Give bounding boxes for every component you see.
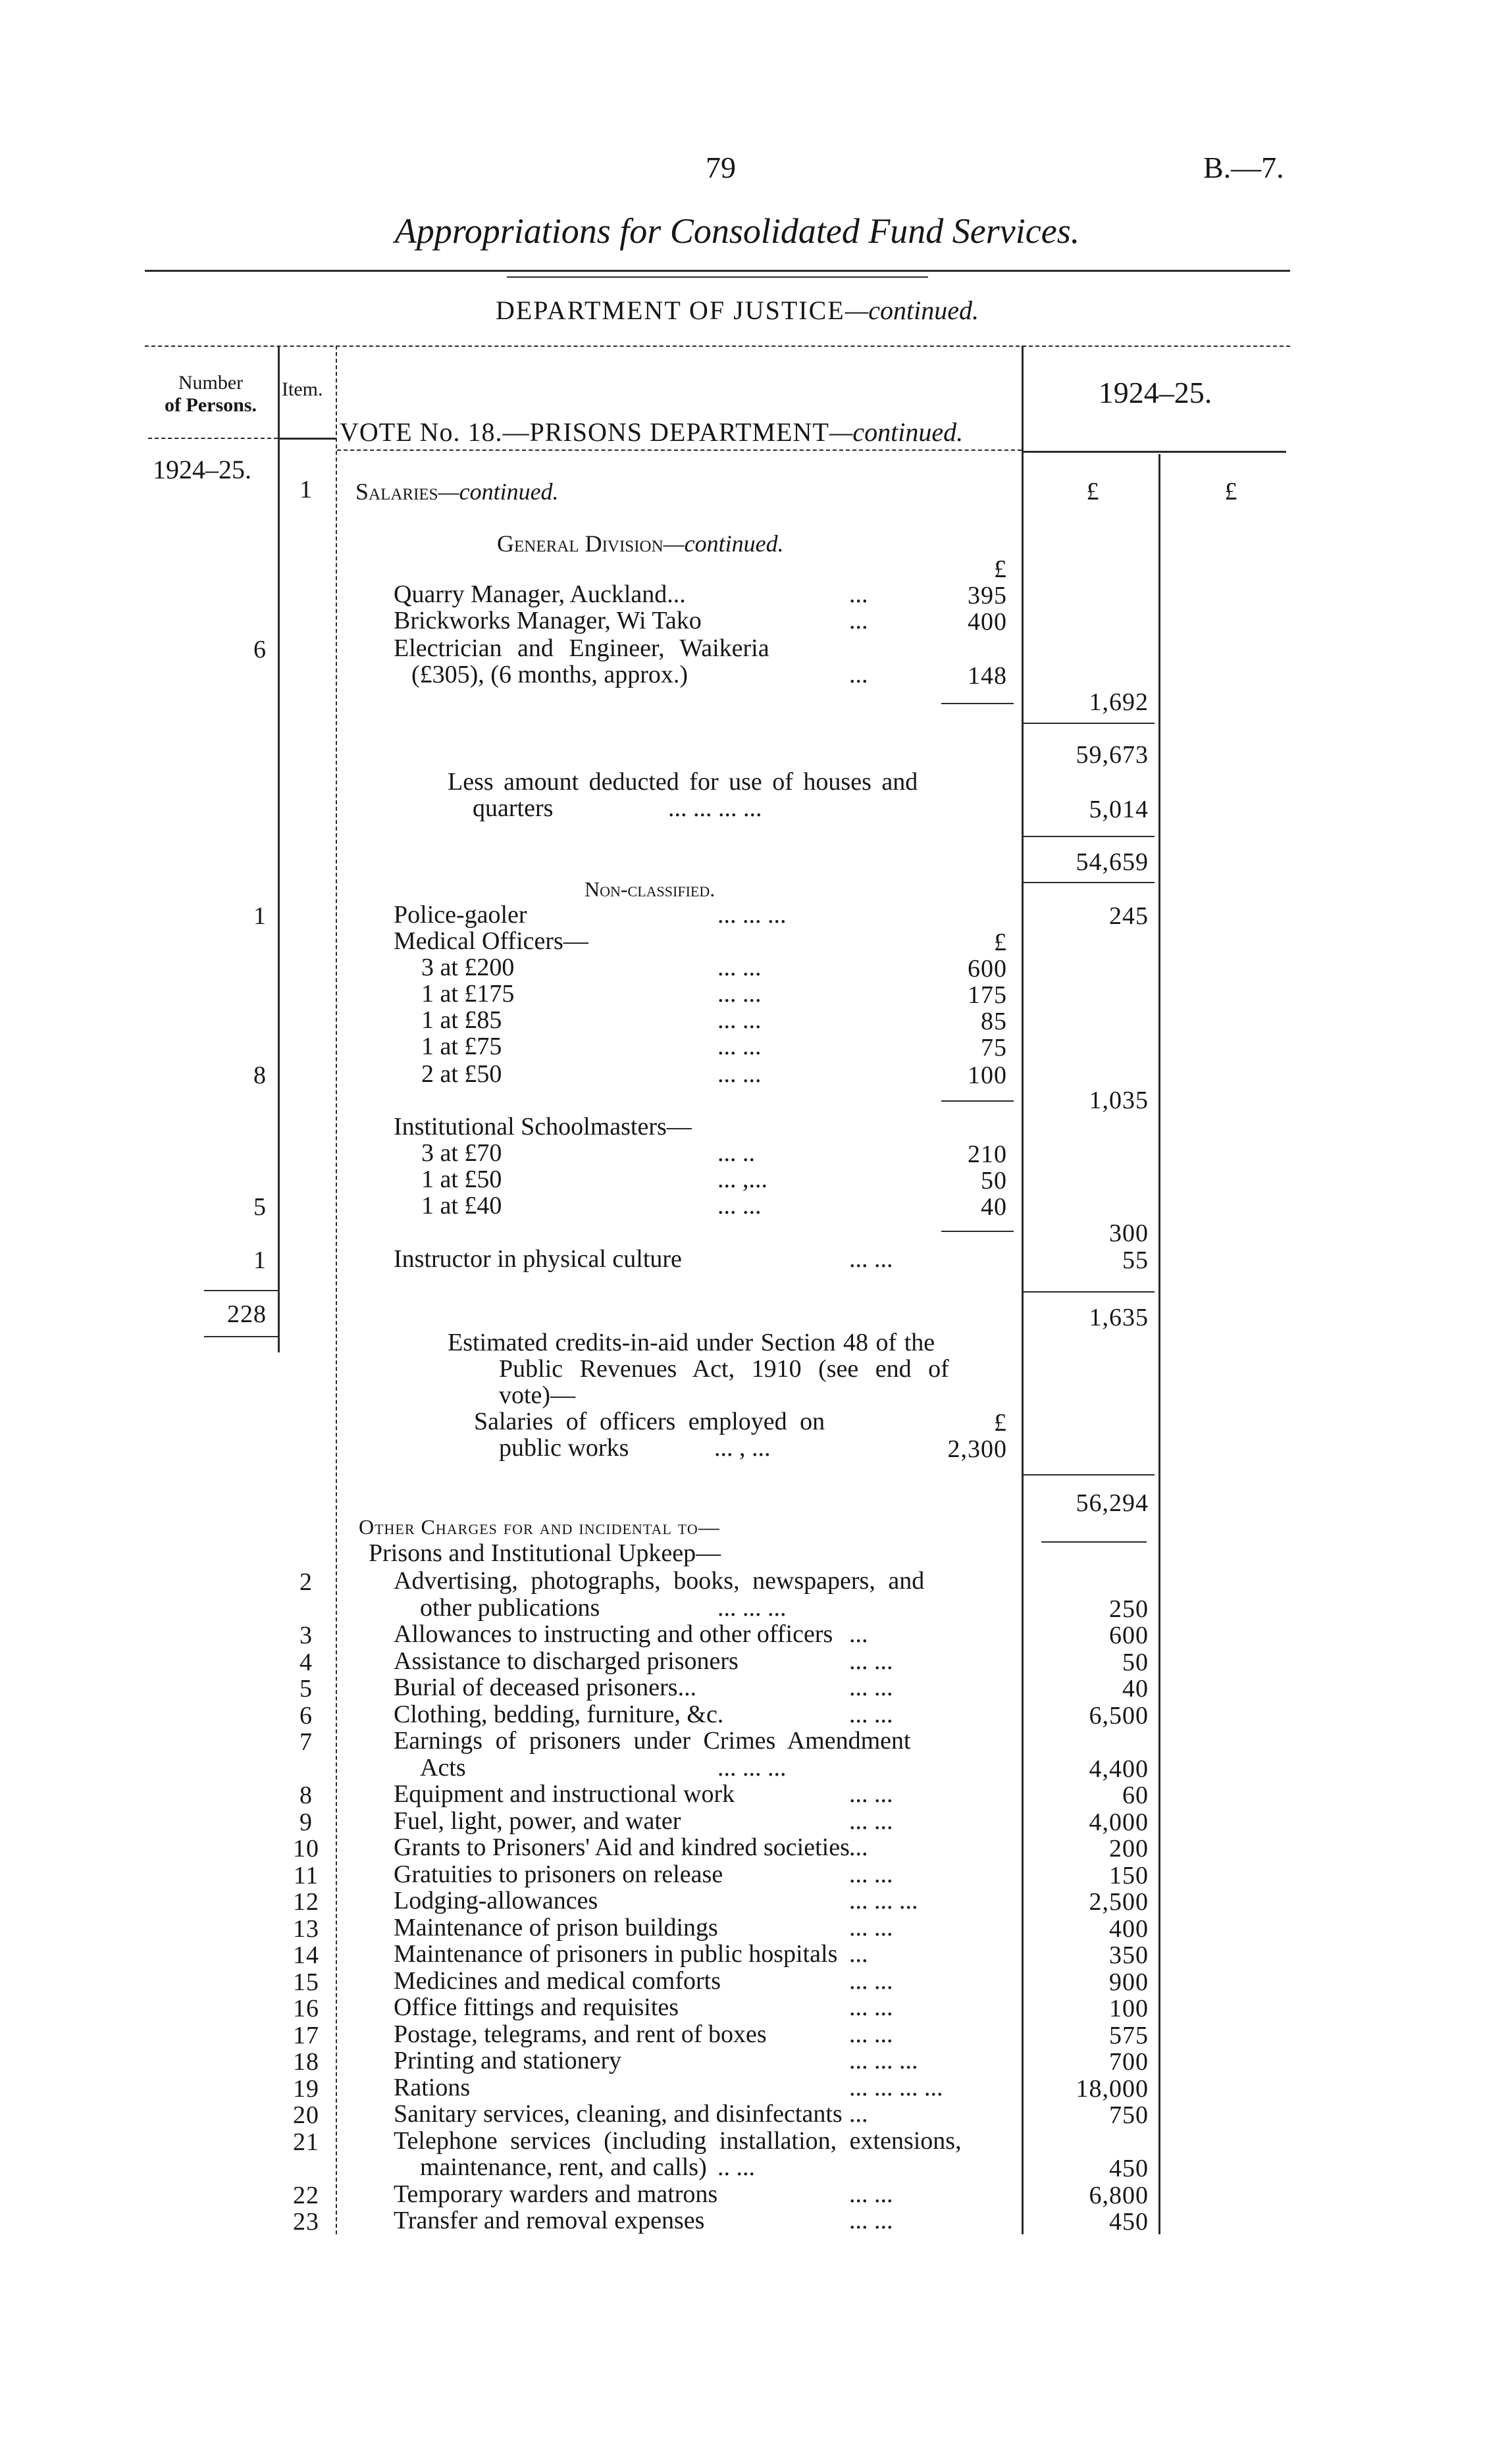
- gd-row-dots: ...: [849, 580, 868, 608]
- item-description: Advertising, photographs, books, newspapers, and: [394, 1567, 925, 1595]
- item-description: Printing and stationery: [394, 2047, 622, 2074]
- credits-pound-sign: £: [994, 1409, 1007, 1437]
- item-dots: ... ...: [849, 1807, 893, 1835]
- credits-line1: Estimated credits-in-aid under Section 48 of the: [448, 1329, 935, 1356]
- item-number: 17: [293, 2021, 319, 2049]
- item-number: 15: [293, 1968, 319, 1996]
- medical-sum-rule: [941, 1100, 1014, 1102]
- subtotal-rule: [1023, 723, 1155, 724]
- item-dots: ... ... ...: [717, 1753, 787, 1782]
- credits-line2: Public Revenues Act, 1910 (see end of: [499, 1355, 949, 1383]
- gd-sum-rule: [941, 703, 1014, 704]
- item-dots: ... ... ...: [849, 1887, 918, 1914]
- medical-row: 1 at £85: [421, 1006, 502, 1034]
- item-number: 20: [293, 2101, 319, 2129]
- net-rule: [1023, 836, 1155, 837]
- medical-row-dots: ... ...: [717, 980, 762, 1008]
- item-amount: 6,500: [1089, 1701, 1149, 1730]
- item-dots: ... ... ...: [849, 2047, 918, 2074]
- item-number: 13: [293, 1914, 319, 1943]
- item-number: 9: [299, 1808, 313, 1836]
- item-number: 3: [299, 1622, 313, 1649]
- salaries-heading: [355, 478, 559, 505]
- gd-row-dots: ...: [849, 661, 868, 688]
- item-dots: ... ...: [849, 1966, 893, 1995]
- year-label-left: 1924–25.: [153, 455, 251, 484]
- column-item: Item.: [282, 378, 323, 400]
- item-number: 2: [299, 1568, 313, 1596]
- instructor-label: Instructor in physical culture: [394, 1245, 682, 1273]
- department-heading: [276, 295, 1198, 326]
- column-number-of-persons: [148, 372, 273, 417]
- schoolmasters-label: Institutional Schoolmasters—: [394, 1113, 692, 1141]
- item-description: maintenance, rent, and calls): [420, 2153, 707, 2181]
- persons-header-rule: [148, 438, 278, 439]
- gd-row-amount: 148: [968, 662, 1007, 690]
- item-description: Grants to Prisoners' Aid and kindred societies: [394, 1834, 850, 1861]
- item-description: Burial of deceased prisoners...: [394, 1674, 697, 1701]
- item-amount: 18,000: [1076, 2074, 1149, 2103]
- item-description: Assistance to discharged prisoners: [394, 1647, 739, 1675]
- item-description: Office fittings and requisites: [394, 1993, 679, 2021]
- schoolmaster-row-dots: ... ..: [717, 1139, 755, 1167]
- gd-row: Brickworks Manager, Wi Tako: [394, 607, 702, 634]
- medical-row: 3 at £200: [421, 954, 515, 981]
- medical-row: 2 at £50: [421, 1060, 502, 1088]
- item-description: Clothing, bedding, furniture, &c.: [394, 1700, 724, 1728]
- credits-amount: 2,300: [947, 1435, 1007, 1463]
- item-dots: ... ... ...: [717, 1593, 787, 1622]
- schoolmaster-row-dots: ... ,...: [717, 1166, 767, 1193]
- item-description: Equipment and instructional work: [394, 1780, 735, 1808]
- gd-row: Electrician and Engineer, Waikeria: [394, 634, 769, 662]
- item-amount: 250: [1109, 1595, 1149, 1623]
- page-number: 79: [706, 151, 736, 184]
- persons-count: 5: [253, 1193, 267, 1221]
- salaries-subtotal: 59,673: [1076, 741, 1149, 769]
- medical-row-dots: ... ...: [717, 1060, 762, 1088]
- item-dots: ... ...: [849, 1647, 893, 1675]
- item-number: 10: [293, 1835, 319, 1862]
- salaries-extra-total: 1,635: [1089, 1304, 1149, 1331]
- item-amount: 4,400: [1089, 1755, 1149, 1783]
- medical-row-amount: 85: [981, 1008, 1007, 1035]
- salaries-grand-total: 56,294: [1076, 1489, 1149, 1517]
- item-dots: ... ...: [849, 1860, 893, 1888]
- item-dots: ...: [849, 1834, 868, 1861]
- medical-row-amount: 100: [968, 1062, 1007, 1089]
- department-continued: —continued.: [845, 295, 979, 325]
- title-rule: [145, 270, 1290, 272]
- item-number: 4: [299, 1648, 313, 1676]
- item-amount: 50: [1122, 1648, 1149, 1676]
- gd-row: (£305), (6 months, approx.): [411, 661, 689, 688]
- schoolmasters-total: 300: [1109, 1219, 1149, 1247]
- item-amount: 700: [1109, 2048, 1149, 2076]
- item-description: Medicines and medical comforts: [394, 1966, 721, 1995]
- item-number: 16: [293, 1995, 319, 2022]
- persons-count: 1: [253, 902, 267, 930]
- item-number: 5: [299, 1675, 313, 1703]
- item-dots: ...: [849, 2100, 868, 2128]
- vote-title-continued: —continued.: [829, 417, 964, 447]
- rule-text-amount: [1022, 346, 1024, 2234]
- non-classified-heading: Non-classified.: [585, 877, 715, 901]
- item-description: Acts: [420, 1753, 466, 1782]
- item-dots: ... ...: [849, 1913, 893, 1941]
- gd-total: 1,692: [1089, 688, 1149, 716]
- medical-officers-label: Medical Officers—: [394, 927, 588, 955]
- item-description: Rations: [394, 2073, 471, 2101]
- item-description: Postage, telegrams, and rent of boxes: [394, 2020, 767, 2048]
- medical-total: 1,035: [1089, 1087, 1149, 1114]
- persons-total-rule: [204, 1290, 278, 1291]
- gd-row: Quarry Manager, Auckland...: [394, 580, 686, 608]
- department-name: DEPARTMENT OF JUSTICE: [495, 295, 845, 325]
- item-amount: 400: [1109, 1914, 1149, 1943]
- persons-count: 1: [253, 1246, 267, 1274]
- item-number: 7: [299, 1728, 313, 1756]
- item-amount: 200: [1109, 1835, 1149, 1862]
- schoolmaster-row-dots: ... ...: [717, 1192, 762, 1219]
- item-amount: 450: [1109, 2155, 1149, 2182]
- item-dots: ... ...: [849, 1993, 893, 2021]
- medical-row-amount: 600: [968, 955, 1007, 983]
- less-deduction-line2: quarters: [473, 794, 554, 822]
- number-header-line1: Number: [178, 372, 244, 394]
- item-amount: 100: [1109, 1995, 1149, 2022]
- item-amount: 6,800: [1089, 2181, 1149, 2209]
- other-charges-subheading: Prisons and Institutional Upkeep—: [369, 1539, 721, 1567]
- gd-row-amount: 395: [968, 582, 1007, 609]
- salaries-item-number: 1: [299, 476, 313, 503]
- schoolmaster-row: 1 at £40: [421, 1192, 502, 1219]
- non-classified-rule: [1023, 882, 1155, 883]
- item-number: 11: [293, 1861, 319, 1889]
- year-header-rule: [1023, 451, 1286, 453]
- item-number: 19: [293, 2074, 319, 2103]
- item-dots: ... ...: [849, 2207, 893, 2234]
- schoolmaster-sum-rule: [941, 1231, 1014, 1232]
- item-description: other publications: [420, 1593, 600, 1622]
- pound-column-1: £: [1086, 478, 1099, 505]
- item-dots: ... ...: [849, 1700, 893, 1728]
- salaries-label: Salaries: [355, 478, 438, 505]
- item-number: 21: [293, 2128, 319, 2156]
- credits-line5: public works: [499, 1434, 629, 1462]
- item-amount: 350: [1109, 1941, 1149, 1969]
- medical-pound-sign: £: [994, 929, 1007, 956]
- item-description: Temporary warders and matrons: [394, 2180, 718, 2208]
- persons-count: 8: [253, 1062, 267, 1089]
- page-title: Appropriations for Consolidated Fund Services.: [394, 211, 1080, 251]
- item-description: Maintenance of prison buildings: [394, 1913, 718, 1941]
- item-dots: ... ...: [849, 2020, 893, 2048]
- general-division-heading: [497, 530, 784, 557]
- item-description: Fuel, light, power, and water: [394, 1807, 681, 1835]
- salaries-net: 54,659: [1076, 848, 1149, 876]
- amount-total-rule: [1023, 1291, 1155, 1293]
- item-number: 12: [293, 1888, 319, 1916]
- grand-total-rule: [1023, 1474, 1155, 1476]
- gd-row-dots: ...: [849, 607, 868, 634]
- item-number: 8: [299, 1782, 313, 1809]
- schoolmaster-row-amount: 50: [981, 1167, 1007, 1194]
- rule-amount-amount: [1158, 454, 1160, 2234]
- general-division-continued: —continued.: [663, 530, 784, 557]
- medical-row: 1 at £175: [421, 980, 515, 1008]
- medical-row-dots: ... ...: [717, 1006, 762, 1034]
- rule-item-text: [336, 346, 337, 2234]
- item-dots: .. ...: [717, 2153, 755, 2181]
- instructor-dots: ... ...: [849, 1245, 893, 1273]
- item-description: Transfer and removal expenses: [394, 2207, 705, 2234]
- less-deduction-dots: ... ... ... ...: [668, 794, 762, 822]
- item-amount: 900: [1109, 1968, 1149, 1996]
- medical-row-dots: ... ...: [717, 1033, 762, 1060]
- schoolmaster-row-amount: 210: [968, 1141, 1007, 1168]
- item-dots: ...: [849, 1940, 868, 1968]
- item-dots: ... ... ... ...: [849, 2073, 943, 2101]
- item-number: 23: [293, 2208, 319, 2236]
- item-amount: 450: [1109, 2208, 1149, 2236]
- credits-dots: ... , ...: [714, 1434, 771, 1462]
- item-amount: 2,500: [1089, 1888, 1149, 1916]
- item-description: Maintenance of prisoners in public hospitals: [394, 1940, 838, 1968]
- item-dots: ... ...: [849, 2180, 893, 2208]
- item-amount: 40: [1122, 1675, 1149, 1703]
- police-gaoler-label: Police-gaoler: [394, 901, 527, 929]
- police-gaoler-amount: 245: [1109, 902, 1149, 930]
- general-division-label: General Division: [497, 530, 663, 557]
- item-amount: 750: [1109, 2101, 1149, 2129]
- police-gaoler-dots: ... ... ...: [717, 901, 787, 929]
- credits-line4: Salaries of officers employed on: [474, 1408, 825, 1435]
- document-reference: B.—7.: [1203, 151, 1284, 184]
- schoolmaster-row: 3 at £70: [421, 1139, 502, 1167]
- item-header-rule: [279, 438, 336, 440]
- item-description: Gratuities to prisoners on release: [394, 1860, 723, 1888]
- vote-title-rule: [337, 449, 1022, 451]
- credits-line3: vote)—: [499, 1381, 576, 1409]
- item-amount: 60: [1122, 1782, 1149, 1809]
- item-amount: 600: [1109, 1622, 1149, 1649]
- vote-title-text: VOTE No. 18.—PRISONS DEPARTMENT: [340, 417, 829, 447]
- item-description: Telephone services (including installation, extensions,: [394, 2126, 962, 2155]
- medical-row-amount: 175: [968, 981, 1007, 1009]
- title-rule-2: [507, 276, 928, 278]
- item-description: Earnings of prisoners under Crimes Amendment: [394, 1727, 911, 1755]
- less-deduction-line1: Less amount deducted for use of houses and: [448, 768, 918, 796]
- total-persons: 228: [227, 1300, 267, 1328]
- gd-pound-sign: £: [994, 555, 1007, 583]
- gd-row-amount: 400: [968, 608, 1007, 636]
- other-charges-rule: [1041, 1541, 1147, 1543]
- item-dots: ...: [849, 1620, 868, 1648]
- item-amount: 575: [1109, 2021, 1149, 2049]
- vote-title: [340, 417, 963, 448]
- item-number: 22: [293, 2181, 319, 2209]
- schoolmaster-row-amount: 40: [981, 1193, 1007, 1221]
- schoolmaster-row: 1 at £50: [421, 1166, 502, 1193]
- item-number: 14: [293, 1941, 319, 1969]
- item-description: Lodging-allowances: [394, 1887, 598, 1914]
- item-amount: 150: [1109, 1861, 1149, 1889]
- number-header-line2: of Persons.: [165, 394, 257, 416]
- less-deduction-amount: 5,014: [1089, 796, 1149, 823]
- persons-total-rule-bottom: [204, 1336, 278, 1337]
- persons-count: 6: [253, 636, 267, 663]
- item-dots: ... ...: [849, 1780, 893, 1808]
- item-description: Sanitary services, cleaning, and disinfectants: [394, 2100, 843, 2128]
- medical-row: 1 at £75: [421, 1033, 502, 1060]
- column-year-header: 1924–25.: [1098, 376, 1212, 409]
- item-number: 6: [299, 1701, 313, 1730]
- table-top-rule: [145, 346, 1290, 347]
- instructor-amount: 55: [1122, 1246, 1149, 1274]
- item-amount: 4,000: [1089, 1808, 1149, 1836]
- item-number: 18: [293, 2048, 319, 2076]
- medical-row-dots: ... ...: [717, 954, 762, 981]
- salaries-continued: —continued.: [438, 478, 559, 505]
- medical-row-amount: 75: [981, 1034, 1007, 1062]
- item-dots: ... ...: [849, 1674, 893, 1701]
- pound-column-2: £: [1224, 478, 1237, 505]
- other-charges-heading: Other Charges for and incidental to—: [359, 1515, 720, 1539]
- item-description: Allowances to instructing and other officers: [394, 1620, 833, 1648]
